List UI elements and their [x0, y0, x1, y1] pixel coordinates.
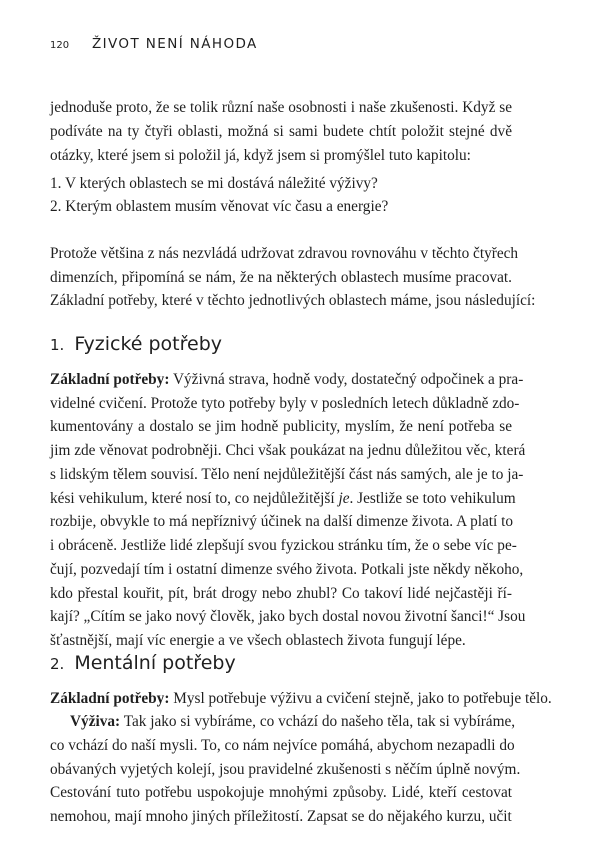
text-run: 2. Kterým oblastem musím věnovat víc času a energie?: [50, 198, 389, 215]
section-title: Fyzické potřeby: [74, 333, 223, 355]
text-line: [50, 781, 512, 805]
emphasis: je: [338, 490, 350, 507]
text-line: [50, 758, 521, 782]
text-run: co vchází do naší mysli. To, co nám nejvíce pomáhá, abychom nezapadli do: [50, 737, 515, 754]
text-line: [50, 510, 512, 534]
text-line: [50, 195, 512, 219]
text-run: nemohou, mají mnoho jiných příležitostí. Zapsat se do nějakého kurzu, učit: [50, 808, 512, 825]
text-run: kají? „Cítím se jako nový člověk, jako bych dostal novou životní šanci!“ Jsou: [50, 608, 526, 625]
text-line: [50, 734, 515, 758]
text-run: i obráceně. Jestliže lidé zlepšují svou fyzickou stránku tím, že o sebe víc pe-: [50, 537, 517, 554]
text-line: [50, 289, 536, 313]
running-title: ŽIVOT NENÍ NÁHODA: [92, 36, 258, 52]
text-run: s lidským tělem souvisí. Tělo není nejdůležitější část nás samých, ale je to ja-: [50, 466, 524, 483]
section-heading: [50, 652, 236, 674]
text-line: [50, 368, 524, 392]
text-line: [50, 487, 516, 511]
section-title: Mentální potřeby: [74, 652, 236, 674]
text-run: Cestování tuto potřebu uspokojuje mnohými způsoby. Lidé, kteří cestovat: [50, 784, 512, 801]
text-run: otázky, které jsem si položil já, když jsem si promýšlel tuto kapitolu:: [50, 147, 471, 164]
bold-lead: Základní potřeby:: [50, 690, 170, 707]
text-run: čují, pozvedají tím i ostatní dimenze svého života. Potkali jste někdy někoho,: [50, 561, 524, 578]
text-run: obávaných vyjetých kolejí, jsou pravidelné zkušenosti s něčím úplně novým.: [50, 761, 521, 778]
text-line: [50, 242, 519, 266]
bold-lead: Výživa:: [70, 713, 121, 730]
text-line: [50, 605, 526, 629]
text-run: Tak jako si vybíráme, co vchází do našeho těla, tak si vybíráme,: [120, 713, 516, 730]
text-line: [50, 439, 526, 463]
text-run: Protože většina z nás nezvládá udržovat zdravou rovnováhu v těchto čtyřech: [50, 245, 519, 262]
text-run: jim zde věnovat podrobněji. Chci však poukázat na jednu důležitou věc, která: [50, 442, 526, 459]
text-line: [50, 120, 512, 144]
text-run: . Jestliže se toto vehikulum: [349, 490, 516, 507]
text-run: jednoduše proto, že se tolik různí naše osobnosti i naše zkušenosti. Když se: [50, 99, 512, 116]
text-run: kumentovány a dostalo se jim hodně publicity, myslím, že není potřeba se: [50, 418, 512, 435]
text-run: rozbije, obvykle to má nepříznivý účinek na další dimenze života. A platí to: [50, 513, 514, 530]
text-run: podíváte na ty čtyři oblasti, možná si sami budete chtít položit stejné dvě: [50, 123, 512, 140]
section-number: 2.: [50, 655, 65, 673]
page-number: 120: [50, 40, 70, 51]
bold-lead: Základní potřeby:: [50, 371, 170, 388]
text-line: [50, 582, 512, 606]
text-run: Výživná strava, hodně vody, dostatečný odpočinek a pra-: [169, 371, 524, 388]
text-run: videlné cvičení. Protože tyto potřeby byly v posledních letech důkladně zdo-: [50, 395, 520, 412]
text-run: šťastnější, mají víc energie a ve všech oblastech života fungují lépe.: [50, 632, 466, 649]
text-line: [50, 415, 512, 439]
text-line: [50, 144, 512, 168]
text-run: 1. V kterých oblastech se mi dostává náležité výživy?: [50, 175, 378, 192]
text-line: [50, 558, 524, 582]
text-run: Mysl potřebuje výživu a cvičení stejně, jako to potřebuje tělo.: [169, 690, 552, 707]
text-line: [50, 710, 516, 734]
text-line: [50, 172, 512, 196]
text-line: [50, 629, 512, 653]
text-run: dimenzích, připomíná se nám, že na některých oblastech musíme pracovat.: [50, 269, 512, 286]
text-line: [50, 266, 512, 290]
text-run: kési vehikulum, které nosí to, co nejdůležitější: [50, 490, 339, 507]
text-line: [50, 534, 517, 558]
text-run: kdo přestal kouřit, pít, brát drogy nebo zhubl? Co takoví lidé nejčastěji ří-: [50, 585, 512, 602]
text-line: [50, 96, 512, 120]
text-run: Základní potřeby, které v těchto jednotlivých oblastech máme, jsou následující:: [50, 292, 536, 309]
section-heading: [50, 333, 222, 355]
text-line: [50, 392, 520, 416]
section-number: 1.: [50, 336, 65, 354]
text-line: [50, 805, 512, 829]
text-line: [50, 463, 524, 487]
text-line: [50, 687, 552, 711]
